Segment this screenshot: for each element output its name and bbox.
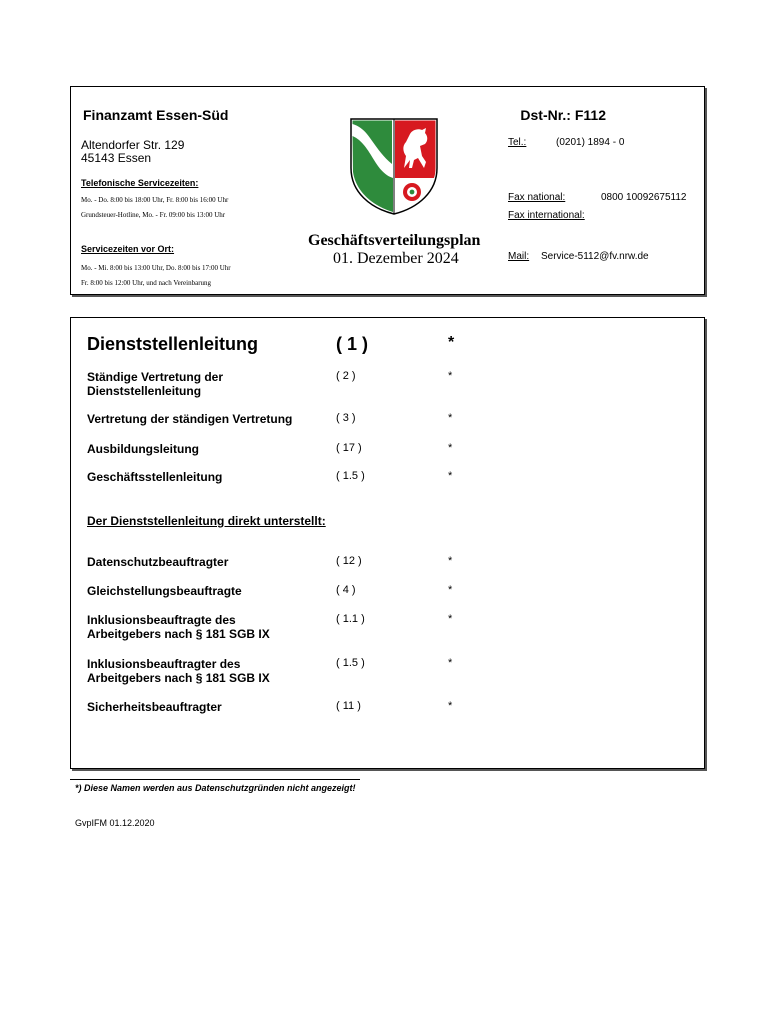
role-mark: *: [448, 412, 453, 424]
role-label: Dienststellenleitung: [87, 334, 259, 354]
fax-national-label: Fax national:: [508, 192, 566, 203]
role-number: ( 4 ): [336, 584, 356, 596]
role-label: Geschäftsstellenleitung: [87, 470, 223, 484]
dst-number: Dst-Nr.: F112: [520, 107, 606, 123]
role-label-line-2: Dienststellenleitung: [87, 384, 202, 398]
role-mark: *: [448, 370, 453, 382]
role-mark: *: [448, 442, 453, 454]
tel-value: (0201) 1894 - 0: [556, 137, 625, 148]
role-label: Gleichstellungsbeauftragte: [87, 584, 242, 598]
subordinate-heading: Der Dienststellenleitung direkt unterstellt:: [87, 514, 326, 528]
onsite-service-line-2: Fr. 8:00 bis 12:00 Uhr, und nach Vereinbarung: [81, 279, 212, 287]
role-label-line-2: Arbeitgebers nach § 181 SGB IX: [87, 671, 270, 685]
role-label: Sicherheitsbeauftragter: [87, 700, 222, 714]
version-label: GvpIFM 01.12.2020: [75, 818, 155, 828]
role-mark: *: [448, 613, 453, 625]
phone-service-title: Telefonische Servicezeiten:: [81, 178, 199, 188]
role-label: [87, 370, 223, 398]
role-mark: *: [448, 657, 453, 669]
role-number: ( 1 ): [336, 334, 369, 354]
role-number: ( 1.1 ): [336, 613, 365, 625]
role-number: ( 17 ): [336, 442, 362, 454]
footnote-divider: [70, 779, 360, 780]
plan-date: 01. Dezember 2024: [333, 250, 459, 267]
footnote: *) Diese Namen werden aus Datenschutzgründen nicht angezeigt!: [75, 783, 356, 793]
role-mark: *: [448, 334, 455, 351]
role-label: Ausbildungsleitung: [87, 442, 199, 456]
role-label: [87, 613, 270, 641]
role-mark: *: [448, 584, 453, 596]
role-number: ( 12 ): [336, 555, 362, 567]
onsite-service-title: Servicezeiten vor Ort:: [81, 244, 175, 254]
fax-national-value: 0800 10092675112: [601, 192, 687, 203]
office-street: Altendorfer Str. 129: [81, 138, 185, 152]
mail-value[interactable]: Service-5112@fv.nrw.de: [541, 251, 649, 262]
role-number: ( 11 ): [336, 700, 361, 712]
role-mark: *: [448, 555, 453, 567]
role-label-line-1: Inklusionsbeauftragte des: [87, 613, 236, 627]
role-number: ( 1.5 ): [336, 470, 365, 482]
role-number: ( 1.5 ): [336, 657, 365, 669]
header-box: [70, 86, 705, 295]
office-city: 45143 Essen: [81, 151, 152, 165]
onsite-service-line-1: Mo. - Mi. 8:00 bis 13:00 Uhr, Do. 8:00 bis 17:00 Uhr: [81, 264, 231, 272]
role-label-line-1: Ständige Vertretung der: [87, 370, 224, 384]
role-number: ( 3 ): [336, 412, 356, 424]
role-mark: *: [448, 700, 453, 712]
role-number: ( 2 ): [336, 370, 356, 382]
role-label: Vertretung der ständigen Vertretung: [87, 412, 293, 426]
plan-title: Geschäftsverteilungsplan: [308, 232, 481, 249]
role-label-line-1: Inklusionsbeauftragter des: [87, 657, 241, 671]
mail-label: Mail:: [508, 251, 530, 262]
role-label-line-2: Arbeitgebers nach § 181 SGB IX: [87, 627, 270, 641]
nrw-coat-of-arms-icon: [348, 116, 440, 216]
main-box: [70, 317, 705, 769]
phone-service-line-2: Grundsteuer-Hotline, Mo. - Fr. 09:00 bis 13:00 Uhr: [81, 211, 226, 219]
role-label: Datenschutzbeauftragter: [87, 555, 229, 569]
role-label: [87, 657, 270, 685]
phone-service-line-1: Mo. - Do. 8:00 bis 18:00 Uhr, Fr. 8:00 bis 16:00 Uhr: [81, 196, 229, 204]
fax-international-label: Fax international:: [508, 210, 585, 221]
office-name: Finanzamt Essen-Süd: [83, 107, 229, 123]
tel-label: Tel.:: [508, 137, 527, 148]
role-mark: *: [448, 470, 453, 482]
